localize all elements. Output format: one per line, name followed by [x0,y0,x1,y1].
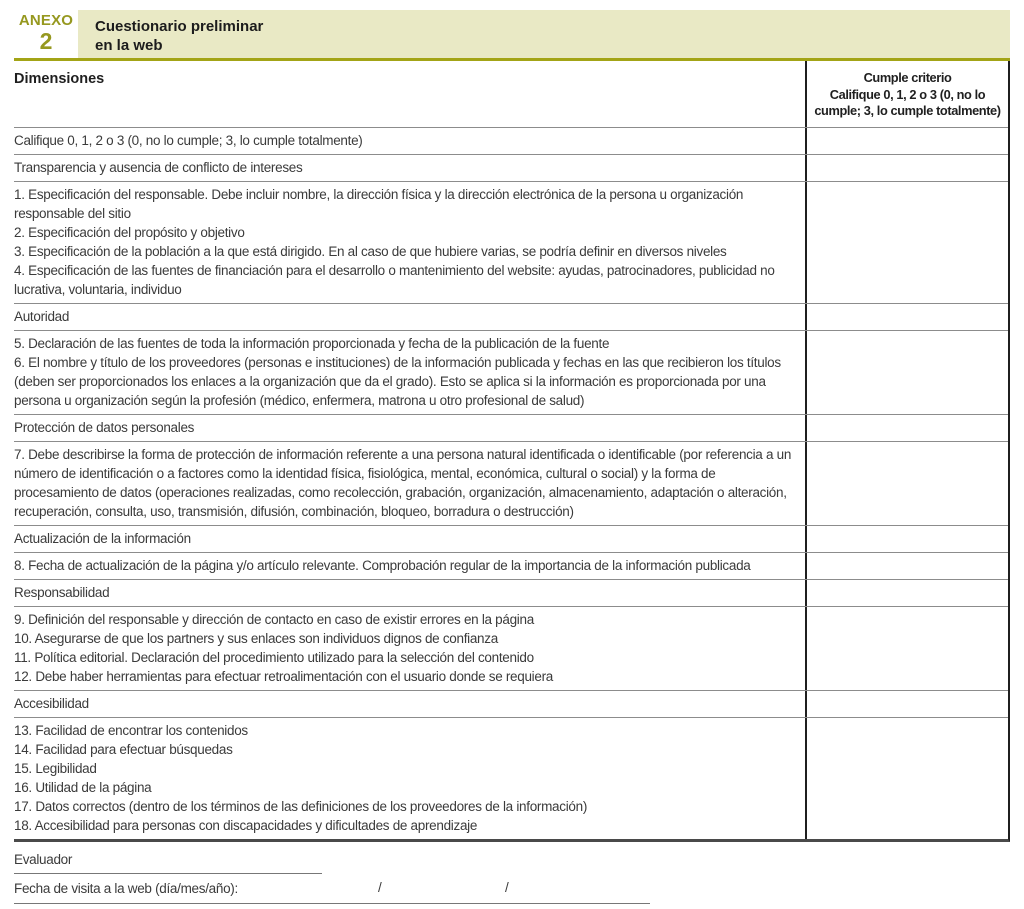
score-cell [805,607,1008,690]
dimension-cell [14,155,805,181]
score-header-line-1: Cumple criterio [863,70,952,85]
score-cell [805,553,1008,579]
column-header-dimensions: Dimensiones [14,71,105,87]
score-cell [805,415,1008,441]
score-cell [805,526,1008,552]
table-row-section [14,580,1008,607]
dimension-text: 1. Especificación del responsable. Debe incluir nombre, la dirección física y la dirección electrónica de la persona u organización responsable del sitio [14,187,744,221]
table-row-section [14,526,1008,553]
evaluator-label: Evaluador [14,852,73,867]
dimension-text: 14. Facilidad para efectuar búsquedas [14,742,233,757]
dimension-text: 5. Declaración de las fuentes de toda la información proporcionada y fecha de la publicación de la fuente [14,336,610,351]
title-line-1: Cuestionario preliminar [95,18,264,35]
title-band [78,10,1010,58]
dimension-cell [14,607,805,690]
dimension-text: 8. Fecha de actualización de la página y/o artículo relevante. Comprobación regular de la importancia de la información publicada [14,558,751,573]
dimension-cell [14,128,805,154]
page-header [14,10,1010,58]
table-row-items [14,607,1008,691]
dimension-text: 4. Especificación de las fuentes de financiación para el desarrollo o mantenimiento del website: ayudas, patrocinadores, publicidad no lucrativa, voluntaria, individuo [14,263,775,297]
dimension-cell [14,442,805,525]
score-cell [805,718,1008,839]
table-row-note [14,128,1008,155]
table-row-section [14,155,1008,182]
dimension-cell [14,580,805,606]
table-row-section [14,691,1008,718]
dimension-text: Actualización de la información [14,531,191,546]
score-cell [805,128,1008,154]
annex-number: 2 [39,28,53,54]
dimension-text: 7. Debe describirse la forma de protección de información referente a una persona natural identificada o identificable (por referencia a un número de identificación o a factores como la identidad física, fisiológica, mental, económica, cultural o social) y la forma de procesamiento de datos (operaciones realizadas, como recolección, grabación, organización, almacenamiento, adaptación o alteración, recuperación, consulta, uso, transmisión, difusión, combinación, bloqueo, borradura o destrucción) [14,447,792,519]
dimension-text: 12. Debe haber herramientas para efectuar retroalimentación con el usuario donde se requiera [14,669,553,684]
dimension-text: 16. Utilidad de la página [14,780,152,795]
dimension-text: Autoridad [14,309,70,324]
dimension-cell [14,331,805,414]
date-separator-1: / [378,880,382,895]
table-row-items [14,553,1008,580]
dimension-cell [14,415,805,441]
score-header-rest: Califique 0, 1, 2 o 3 (0, no lo cumple; 3, lo cumple totalmente) [814,86,1001,118]
page-title [95,17,1010,55]
visit-date-label: Fecha de visita a la web (día/mes/año): [14,881,238,896]
table-body [14,128,1008,839]
annex-label: ANEXO [18,12,74,29]
dimension-cell [14,553,805,579]
dimension-text: 2. Especificación del propósito y objetivo [14,225,245,240]
dimension-text: 3. Especificación de la población a la que está dirigido. En al caso de que hubiere varias, se podría definir en diversos niveles [14,244,727,259]
dimension-text: 13. Facilidad de encontrar los contenidos [14,723,248,738]
table-row-section [14,304,1008,331]
dimension-text: 10. Asegurarse de que los partners y sus enlaces son individuos dignos de confianza [14,631,498,646]
visit-date-field [14,880,650,904]
score-cell [805,182,1008,303]
dimension-text: Accesibilidad [14,696,89,711]
score-cell [805,691,1008,717]
dimension-text: 17. Datos correctos (dentro de los términos de las definiciones de los proveedores de la información) [14,799,588,814]
score-cell [805,155,1008,181]
dimension-text: 11. Política editorial. Declaración del procedimiento utilizado para la selección del contenido [14,650,534,665]
page-footer [14,851,1010,904]
dimension-cell [14,526,805,552]
date-separator-2: / [505,880,509,895]
table-row-items [14,442,1008,526]
table-header-row [14,61,1008,128]
dimension-text: Transparencia y ausencia de conflicto de intereses [14,160,303,175]
dimension-text: 15. Legibilidad [14,761,97,776]
dimension-cell [14,182,805,303]
table-row-items [14,182,1008,304]
dimension-text: Califique 0, 1, 2 o 3 (0, no lo cumple; 3, lo cumple totalmente) [14,133,363,148]
dimension-text: 6. El nombre y título de los proveedores (personas e instituciones) de la información publicada y fechas en las que recibieron los títulos (deben ser proporcionados los enlaces a la organización que da el grado). Esto se aplica si la información es proporcionada por una persona u organización según la profesión (médico, enfermera, matrona u otro profesional de salud) [14,355,781,408]
dimension-text: 18. Accesibilidad para personas con discapacidades y dificultades de aprendizaje [14,818,478,833]
title-line-2: en la web [95,37,163,54]
dimension-cell [14,304,805,330]
table-row-section [14,415,1008,442]
evaluator-field [14,851,322,874]
questionnaire-table [14,61,1010,842]
table-row-items [14,331,1008,415]
dimension-text: 9. Definición del responsable y dirección de contacto en caso de existir errores en la página [14,612,534,627]
score-cell [805,442,1008,525]
dimension-text: Responsabilidad [14,585,110,600]
column-header-score [805,61,1008,127]
annex-badge [14,10,78,58]
dimension-cell [14,718,805,839]
score-cell [805,304,1008,330]
dimension-text: Protección de datos personales [14,420,195,435]
score-cell [805,580,1008,606]
dimension-cell [14,691,805,717]
score-cell [805,331,1008,414]
table-row-items [14,718,1008,839]
